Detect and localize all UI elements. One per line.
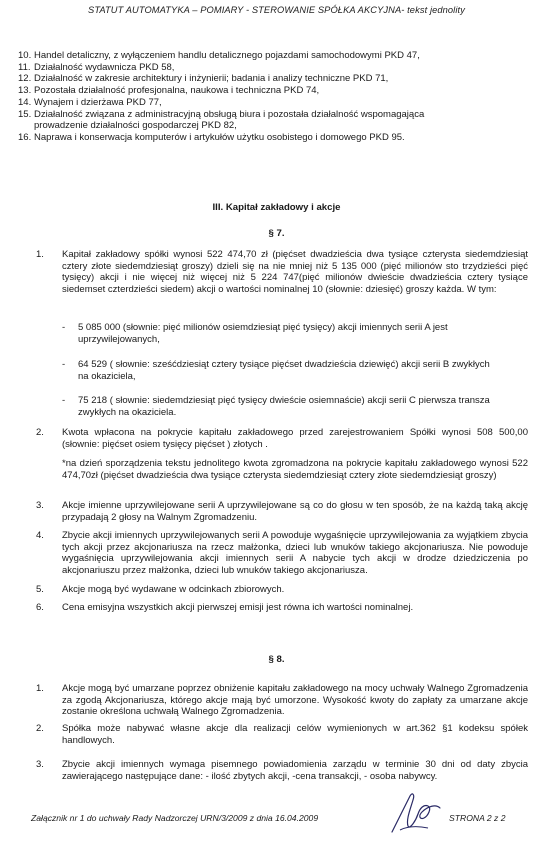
item-number: 1. [36, 683, 44, 694]
par8-item-3 [36, 759, 528, 782]
par7-item-2 [36, 427, 528, 450]
list-item [18, 132, 528, 144]
item-number: 1. [36, 249, 44, 260]
footer-page-number: STRONA 2 z 2 [449, 813, 506, 823]
dash-mark: - [62, 395, 66, 406]
item-text: 75 218 ( słownie: siedemdziesiąt pięć tysięcy dwieście osiemnaście) akcji serii C pierwsza transza zwykłych na okaziciela. [78, 395, 490, 418]
item-text: Cena emisyjna wszystkich akcji pierwszej emisji jest równa ich wartości nominalnej. [62, 602, 414, 613]
list-item [18, 109, 528, 121]
item-number: 6. [36, 602, 44, 613]
item-number: 5. [36, 584, 44, 595]
list-text: Działalność wydawnicza PKD 58, [34, 61, 175, 73]
item-text: 64 529 ( słownie: sześćdziesiąt cztery tysiące pięćset dwadzieścia dziewięć) akcji serii B zwykłych na okaziciela, [78, 359, 490, 382]
item-text: Akcje imienne uprzywilejowane serii A uprzywilejowane są co do głosu w ten sposób, że na każdą taką akcję przypadają 2 głosy na Walnym Zgromadzeniu. [62, 500, 528, 523]
list-text: Handel detaliczny, z wyłączeniem handlu detalicznego pojazdami samochodowymi PKD 47, [34, 50, 420, 61]
par7-item-2-note: *na dzień sporządzenia tekstu jednolitego kwota zgromadzona na pokrycie kapitału zakładowego wynosi 522 474,70zł (pięćset dwadzieścia dwa tysiące czterysta siedemdziesiąt cztery złote siedemdziesiąt groszy) [62, 458, 528, 481]
list-text: Wynajem i dzierżawa PKD 77, [34, 96, 162, 108]
item-text: Akcje mogą być wydawane w odcinkach zbiorowych. [62, 584, 285, 595]
item-number: 2. [36, 427, 44, 438]
par7-item-4 [36, 530, 528, 576]
paragraph-8-title: § 8. [268, 654, 285, 665]
par7-dash-item-3 [62, 395, 498, 419]
list-item [18, 50, 528, 62]
list-number: 14. [18, 96, 32, 108]
footer-attachment-note: Załącznik nr 1 do uchwały Rady Nadzorczej URN/3/2009 z dnia 16.04.2009 [31, 813, 319, 823]
par7-item-1 [36, 249, 528, 295]
list-item [18, 73, 528, 85]
list-number: 10. [18, 50, 32, 61]
item-text: 5 085 000 (słownie: pięć milionów osiemdziesiąt pięć tysięcy) akcji imiennych serii A jest uprzywilejowanych, [78, 322, 448, 345]
item-text: Zbycie akcji imiennych wymaga pisemnego powiadomienia zarządu w terminie 30 dni od daty zbycia zawierającego następujące dane: - ilość zbytych akcji, -cena transakcji, - osoba nabywcy. [62, 759, 528, 782]
item-text: Kwota wpłacona na pokrycie kapitału zakładowego przed zarejestrowaniem Spółki wynosi 508 500,00 (słownie: pięćset osiem tysięcy pięćset ) złotych . [62, 427, 528, 450]
par7-item-5 [36, 584, 528, 596]
list-text: Naprawa i konserwacja komputerów i artykułów użytku osobistego i domowego PKD 95. [34, 131, 405, 143]
list-number: 15. [18, 108, 32, 120]
list-number: 12. [18, 73, 32, 85]
par7-dash-item-1 [62, 322, 498, 346]
par7-dash-item-2 [62, 359, 498, 383]
item-text: Zbycie akcji imiennych uprzywilejowanych serii A powoduje wygaśnięcie uprzywilejowania za wyjątkiem zbycia tych akcji przez akcjonariusza na rzecz małżonka, dzieci lub wnuków takiego akcjonariusza. Nie powoduje wygaśnięcia uprzywilejowania akcji imiennych serii A nabycie tych akcji w drodze dziedziczenia po akcjonariuszu przez małżonka, dzieci lub wnuków takiego akcjonariusza. [62, 530, 528, 576]
list-item [18, 97, 528, 109]
par8-item-2 [36, 723, 528, 746]
document-header: STATUT AUTOMATYKA – POMIARY - STEROWANIE SPÓŁKA AKCYJNA- tekst jednolity [88, 5, 465, 15]
list-number: 11. [18, 61, 31, 73]
dash-mark: - [62, 359, 66, 370]
handwritten-signature [388, 790, 448, 834]
section-title: III. Kapitał zakładowy i akcje [212, 202, 341, 213]
list-number: 16. [18, 131, 32, 143]
list-item [18, 62, 528, 74]
item-text: Akcje mogą być umarzane poprzez obniżenie kapitału zakładowego na mocy uchwały Walnego Zgromadzenia za zgodą Akcjonariusza, którego akcje mają być umorzone. Wysokość kwoty do zapłaty za umarzane akcje zostanie określona uchwałą Walnego Zgromadzenia. [62, 683, 528, 718]
activity-list [18, 50, 528, 144]
item-number: 4. [36, 530, 44, 541]
list-number: 13. [18, 85, 32, 97]
item-text: Kapitał zakładowy spółki wynosi 522 474,70 zł (pięćset dwadzieścia dwa tysiące czterysta siedemdziesiąt cztery złote siedemdziesiąt groszy) dzieli się na nie mniej niż 5 135 000 (pięć milionów sto trzydzieści pięć tysięcy) akcji i nie więcej niż więcej niż 5 224 747(pięć milionów dwieście dwadzieścia cztery tysiące siedemset czterdzieści siedem) akcji o wartości nominalnej 10 (słownie: dziesięć) groszy każda. W tym: [62, 249, 528, 295]
par8-item-1 [36, 683, 528, 718]
par7-item-6 [36, 602, 528, 614]
item-number: 3. [36, 500, 44, 511]
item-text: Spółka może nabywać własne akcje dla realizacji celów wymienionych w art.362 §1 kodeksu spółek handlowych. [62, 723, 528, 746]
dash-mark: - [62, 322, 66, 333]
list-item [18, 85, 528, 97]
paragraph-7-title: § 7. [268, 228, 285, 239]
par7-item-3 [36, 500, 528, 523]
list-text: Działalność związana z administracyjną obsługą biura i pozostała działalność wspomagająca [34, 108, 425, 120]
list-text-continuation: prowadzenie działalności gospodarczej PKD 82, [34, 120, 237, 132]
item-number: 3. [36, 759, 44, 770]
item-number: 2. [36, 723, 44, 734]
list-text: Działalność w zakresie architektury i inżynierii; badania i analizy techniczne PKD 71, [34, 73, 389, 85]
list-text: Pozostała działalność profesjonalna, naukowa i techniczna PKD 74, [34, 85, 320, 97]
